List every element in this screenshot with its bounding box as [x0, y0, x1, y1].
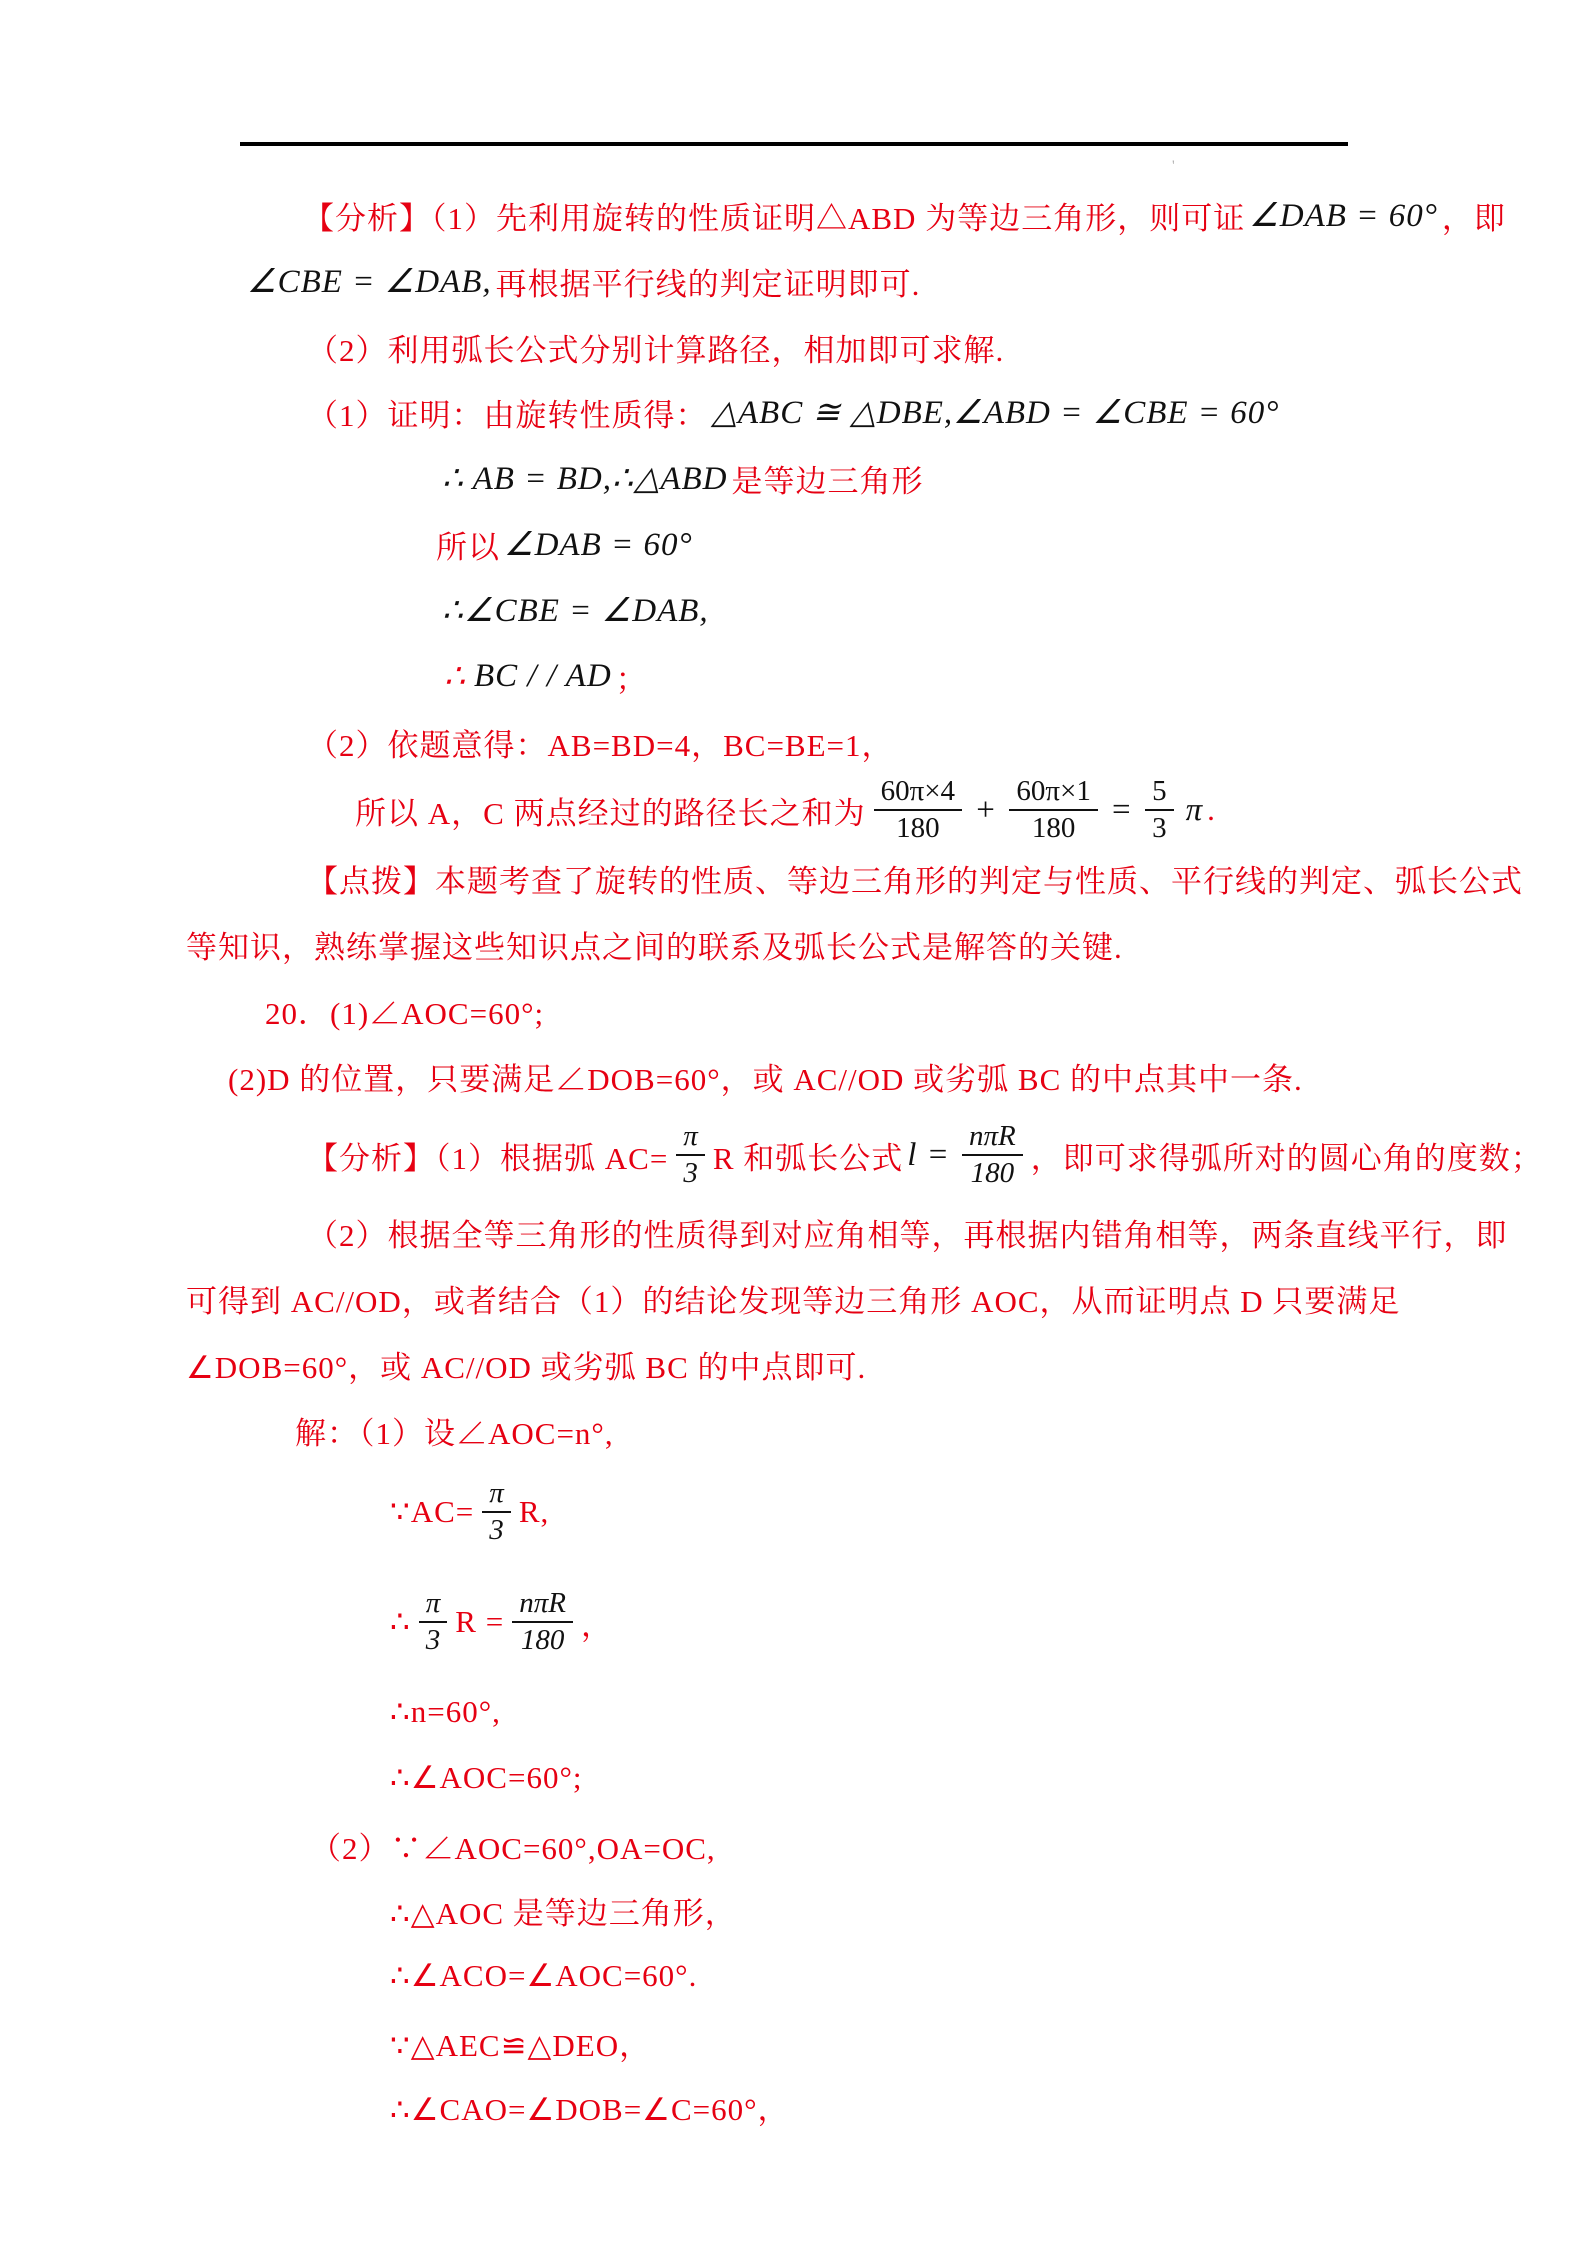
cn-text: R,	[518, 1494, 550, 1529]
cn-text: R =	[455, 1604, 505, 1639]
cn-text: （2）根据全等三角形的性质得到对应角相等，再根据内错角相等，两条直线平行，即	[307, 1217, 1508, 1253]
fraction-denominator: 3	[683, 1157, 698, 1189]
math-text: +	[974, 791, 998, 828]
cn-text: ∠DOB=60°，或 AC//OD 或劣弧 BC 的中点即可.	[186, 1349, 867, 1385]
math-text: ∠CBE = ∠DAB,	[247, 264, 492, 300]
cn-text: ∵AC=	[390, 1494, 475, 1529]
fraction	[419, 1586, 448, 1658]
cn-text: ∴∠AOC=60°;	[390, 1760, 583, 1795]
artifact-mark: '	[1172, 158, 1175, 174]
cn-text: 【分析】（1）先利用旋转的性质证明△ABD 为等边三角形，则可证	[303, 200, 1246, 236]
math-text: l =	[907, 1136, 950, 1173]
fraction-denominator: 3	[489, 1514, 504, 1546]
math-text: ∴	[444, 659, 466, 695]
cn-text: 20．(1)∠AOC=60°;	[265, 995, 545, 1031]
fraction-numerator: 60π×4	[874, 774, 963, 811]
cn-text: 解：（1）设∠AOC=n°,	[295, 1415, 614, 1451]
fraction	[512, 1586, 573, 1658]
math-text: π	[1185, 791, 1204, 828]
text-line	[390, 2058, 790, 2154]
cn-text: 所以 A，C 两点经过的路径长之和为	[355, 795, 866, 831]
header-rule	[240, 142, 1348, 146]
cn-text: ，即	[1441, 200, 1506, 236]
cn-text: .	[1207, 792, 1216, 827]
fraction-numerator: nπR	[512, 1586, 573, 1623]
cn-text: （2）利用弧长公式分别计算路径，相加即可求解.	[307, 332, 1005, 368]
fraction-denominator: 3	[425, 1624, 441, 1656]
fraction	[962, 1119, 1023, 1191]
cn-text: ，即可求得弧所对的圆心角的度数；	[1030, 1140, 1543, 1176]
cn-text: ∴∠ACO=∠AOC=60°.	[390, 1958, 698, 1993]
math-text: ∴∠CBE = ∠DAB,	[442, 593, 709, 629]
fraction-numerator: 5	[1145, 774, 1174, 811]
fraction-numerator: π	[482, 1476, 511, 1513]
cn-text: 是等边三角形	[731, 463, 924, 499]
cn-text: （2）依题意得：AB=BD=4，BC=BE=1，	[307, 727, 894, 763]
cn-text: （2）∵∠AOC=60°,OA=OC,	[310, 1830, 716, 1866]
cn-text: ∵△AEC≌△DEO，	[390, 2027, 652, 2063]
cn-text: ∴∠CAO=∠DOB=∠C=60°，	[390, 2091, 790, 2127]
math-text: BC / / AD	[474, 657, 612, 694]
cn-text: ∴△AOC 是等边三角形，	[390, 1895, 737, 1931]
fraction-denominator: 3	[1152, 812, 1167, 844]
cn-text: R 和弧长公式	[712, 1140, 904, 1176]
math-text: ∠DAB = 60°	[1249, 198, 1438, 234]
cn-text: 等知识，熟练掌握这些知识点之间的联系及弧长公式是解答的关键.	[186, 929, 1123, 965]
fraction-denominator: 180	[1031, 812, 1076, 844]
fraction-numerator: nπR	[962, 1119, 1023, 1156]
fraction-numerator: 60π×1	[1009, 774, 1098, 811]
cn-text: ，	[580, 1607, 613, 1643]
fraction-denominator: 180	[970, 1157, 1015, 1189]
math-text: ∴ AB = BD,∴△ABD	[442, 461, 728, 497]
fraction-numerator: π	[676, 1119, 705, 1156]
text-line	[390, 1574, 613, 1670]
cn-text: ∴n=60°,	[390, 1694, 501, 1729]
fraction-denominator: 180	[896, 812, 940, 844]
fraction-numerator: π	[419, 1586, 448, 1623]
cn-text: (2)D 的位置，只要满足∠DOB=60°，或 AC//OD 或劣弧 BC 的中点其中一条.	[228, 1061, 1303, 1097]
math-text: △ABC ≅ △DBE,∠ABD = ∠CBE = 60°	[711, 395, 1280, 431]
cn-text: 可得到 AC//OD，或者结合（1）的结论发现等边三角形 AOC，从而证明点 D 只要满足	[186, 1283, 1401, 1319]
math-text: ∠DAB = 60°	[504, 527, 693, 563]
cn-text: 【分析】（1）根据弧 AC=	[307, 1140, 669, 1176]
math-text: =	[1109, 791, 1134, 828]
fraction	[676, 1119, 705, 1191]
cn-text: 再根据平行线的判定证明即可.	[495, 266, 921, 302]
cn-text: （1）证明：由旋转性质得：	[307, 397, 708, 433]
fraction-denominator: 180	[520, 1624, 565, 1656]
fraction	[482, 1476, 511, 1548]
text-line	[390, 1464, 549, 1560]
cn-text: 所以	[436, 529, 500, 565]
cn-text: ∴	[390, 1604, 411, 1639]
cn-text: 【点拨】本题考查了旋转的性质、等边三角形的判定与性质、平行线的判定、弧长公式	[307, 863, 1523, 899]
cn-text: ；	[615, 661, 648, 697]
